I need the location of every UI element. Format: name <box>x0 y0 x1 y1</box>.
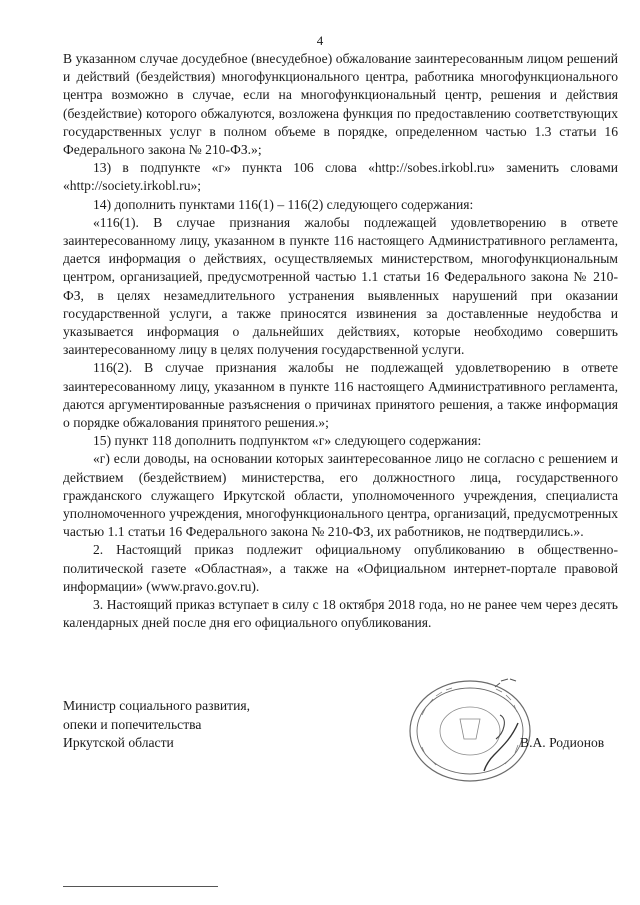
page-number: 4 <box>316 33 324 48</box>
paragraph-mfc-appeal: В указанном случае досудебное (внесудебное) обжалование заинтересованным лицом решений и действий (бездействия) многофункционального центра, работника многофункционального центра возможно в случае, если на многофункциональный центр, решения и действия (бездействие) которого обжалуются, возложена функция по предоставлению соответствующих государственных услуг в полном объеме в порядке, определенном частью 1.3 статьи 16 Федерального закона № 210-ФЗ.»; <box>63 51 618 158</box>
paragraph-item-15: 15) пункт 118 дополнить подпунктом «г» следующего содержания: <box>93 433 482 449</box>
paragraph-effective-date: 3. Настоящий приказ вступает в силу с 18 октября 2018 года, но не ранее чем через десять календарных дней после дня его официального опубликования. <box>63 597 618 631</box>
signer-title-line-3: Иркутской области <box>63 735 174 750</box>
paragraph-subitem-g: «г) если доводы, на основании которых заинтересованное лицо не согласно с решением и действием (бездействием) министерства, его должностного лица, государственного гражданского служащего Иркутской области, уполномоченного учреждения, специалиста уполномоченного учреждения, многофункционального центра, организаций, предусмотренных частью 1.1 статьи 16 Федерального закона № 210-ФЗ, их работников, не подтвердились.». <box>63 451 618 540</box>
paragraph-116-1: «116(1). В случае признания жалобы подлежащей удовлетворению в ответе заинтересованному лицу, указанном в пункте 116 настоящего Административного регламента, дается информация о действиях, осуществляемых министерством, многофункциональным центром, организацией, предусмотренной частью 1.1 статьи 16 Федерального закона № 210-ФЗ, в целях незамедлительного устранения выявленных нарушений при оказании государственной услуги, а также приносятся извинения за доставленные неудобства и указывается информация о дальнейших действиях, которые необходимо совершить заинтересованному лицу в целях получения государственной услуги. <box>63 214 618 358</box>
signer-title-line-1: Министр социального развития, <box>63 698 251 713</box>
paragraph-116-2: 116(2). В случае признания жалобы не подлежащей удовлетворению в ответе заинтересованному лицу, указанном в пункте 116 настоящего Административного регламента, даются аргументированные разъяснения о причинах принятого решения, а также информация о порядке обжалования принятого решения.»; <box>63 360 618 431</box>
document-body <box>63 50 618 633</box>
signature-title <box>63 697 250 753</box>
signer-name: В.А. Родионов <box>520 735 605 750</box>
footer-divider <box>63 886 218 887</box>
paragraph-publication: 2. Настоящий приказ подлежит официальному опубликованию в общественно-политической газете «Областная», а также на «Официальном интернет-портале правовой информации» (www.pravo.gov.ru). <box>63 542 618 594</box>
paragraph-item-14: 14) дополнить пунктами 116(1) – 116(2) следующего содержания: <box>93 196 474 212</box>
signer-title-line-2: опеки и попечительства <box>63 716 202 732</box>
official-seal-stamp <box>400 675 540 790</box>
paragraph-item-13: 13) в подпункте «г» пункта 106 слова «http://sobes.irkobl.ru» заменить словами «http://society.irkobl.ru»; <box>63 160 618 194</box>
